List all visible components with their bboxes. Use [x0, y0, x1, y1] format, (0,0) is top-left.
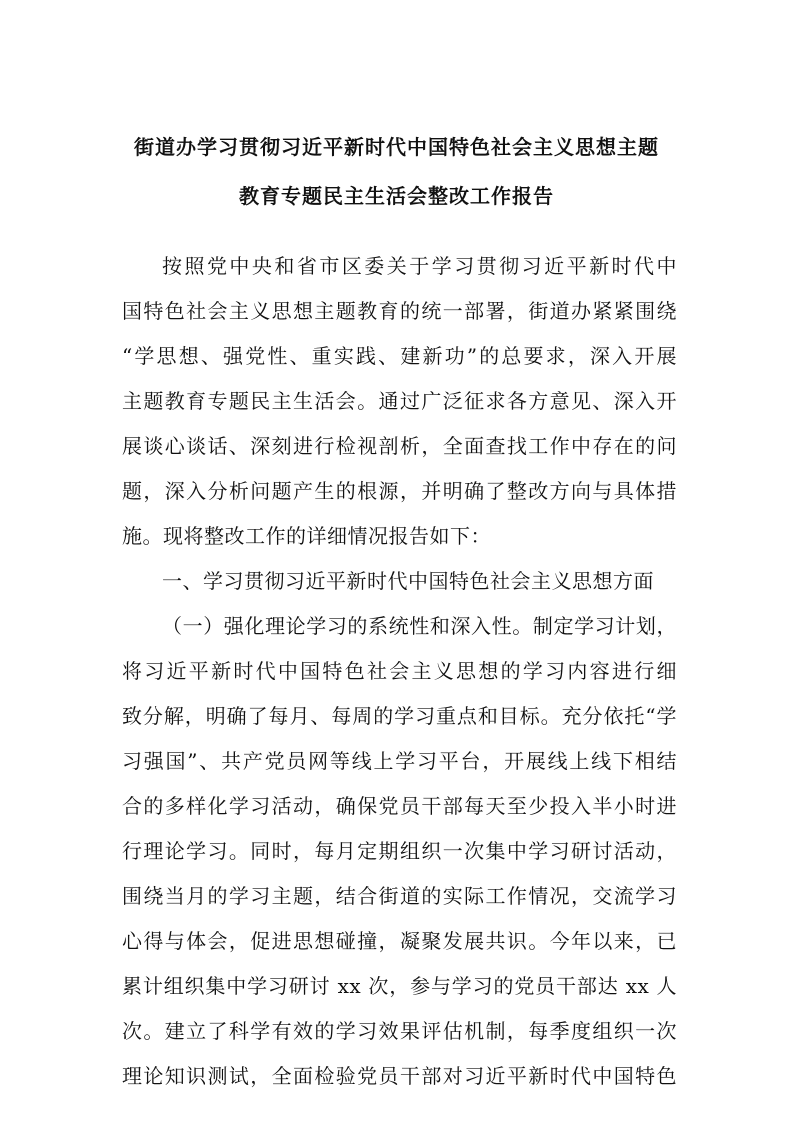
- paragraph-line: 主题教育专题民主生活会。通过广泛征求各方意见、深入开: [122, 389, 677, 413]
- paragraph-line: 合的多样化学习活动，确保党员干部每天至少投入半小时进: [122, 794, 677, 818]
- paragraph-line: 行理论学习。同时，每月定期组织一次集中学习研讨活动，: [122, 839, 677, 863]
- document-body: [122, 244, 677, 1099]
- paragraph-line: 致分解，明确了每月、每周的学习重点和目标。充分依托“学: [122, 704, 677, 728]
- document-title-line-1: 街道办学习贯彻习近平新时代中国特色社会主义思想主题: [134, 135, 659, 159]
- paragraph-line: “学思想、强党性、重实践、建新功”的总要求，深入开展: [122, 344, 677, 368]
- document-title-line-2: 教育专题民主生活会整改工作报告: [239, 184, 554, 208]
- paragraph-line: 理论知识测试，全面检验党员干部对习近平新时代中国特色: [122, 1064, 677, 1088]
- paragraph-line: 题，深入分析问题产生的根源，并明确了整改方向与具体措: [122, 479, 677, 503]
- paragraph-line: 习强国”、共产党员网等线上学习平台，开展线上线下相结: [122, 749, 677, 773]
- paragraph-line: 施。现将整改工作的详细情况报告如下：: [122, 524, 491, 548]
- paragraph-line: 将习近平新时代中国特色社会主义思想的学习内容进行细: [122, 659, 677, 683]
- paragraph-line: 心得与体会，促进思想碰撞，凝聚发展共识。今年以来，已: [122, 929, 677, 953]
- paragraph-line: （一）强化理论学习的系统性和深入性。制定学习计划，: [162, 614, 677, 638]
- paragraph-line: 累计组织集中学习研讨 xx 次，参与学习的党员干部达 xx 人: [122, 974, 677, 998]
- paragraph-line: 展谈心谈话、深刻进行检视剖析，全面查找工作中存在的问: [122, 434, 677, 458]
- section-heading: 一、学习贯彻习近平新时代中国特色社会主义思想方面: [162, 569, 654, 593]
- paragraph-line: 围绕当月的学习主题，结合街道的实际工作情况，交流学习: [122, 884, 677, 908]
- paragraph-line: 国特色社会主义思想主题教育的统一部署，街道办紧紧围绕: [122, 299, 677, 323]
- paragraph-line: 按照党中央和省市区委关于学习贯彻习近平新时代中: [162, 254, 677, 278]
- paragraph-line: 次。建立了科学有效的学习效果评估机制，每季度组织一次: [122, 1019, 677, 1043]
